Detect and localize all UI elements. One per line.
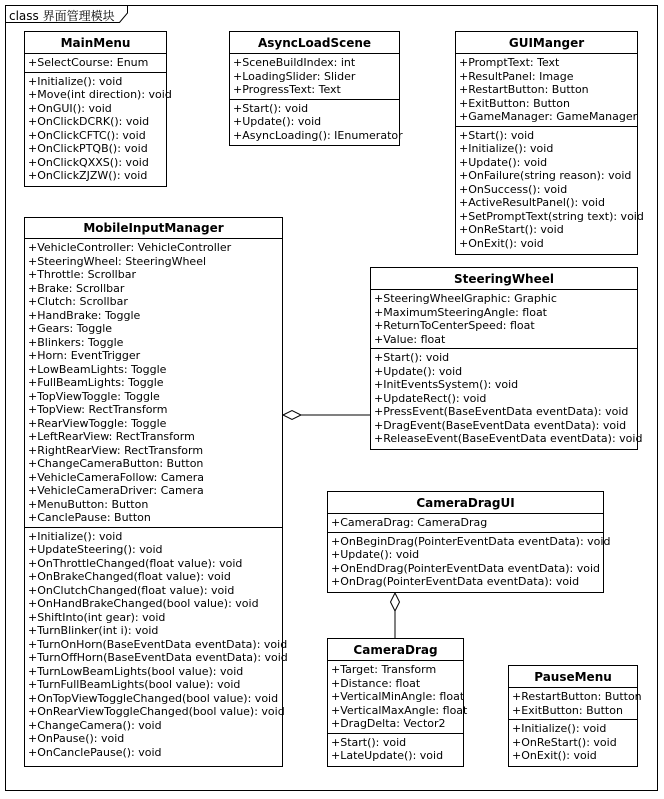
attribute-row: +GameManager: GameManager bbox=[459, 110, 638, 123]
attribute-row: +RearViewToggle: Toggle bbox=[28, 416, 167, 430]
method-row: +OnEndDrag(PointerEventData eventData): void bbox=[331, 561, 601, 575]
method-row: +InitEventsSystem(): void bbox=[374, 378, 519, 391]
attributes-section bbox=[509, 688, 642, 719]
method-row: +OnClickDCRK(): void bbox=[28, 115, 150, 128]
attributes-section bbox=[25, 54, 166, 72]
attribute-row: +TopView: RectTransform bbox=[28, 403, 168, 416]
attribute-row: +RestartButton: Button bbox=[459, 83, 589, 96]
attribute-row: +VehicleCameraFollow: Camera bbox=[28, 470, 204, 484]
method-row: +Update(): void bbox=[331, 548, 420, 561]
attribute-row: +SceneBuildIndex: int bbox=[233, 56, 356, 69]
attribute-row: +HandBrake: Toggle bbox=[28, 308, 141, 322]
class-steeringwheel[interactable] bbox=[370, 267, 643, 450]
method-row: +OnClickPTQB(): void bbox=[28, 142, 148, 155]
methods-section bbox=[328, 733, 463, 765]
method-row: +TurnOnHorn(BaseEventData eventData): void bbox=[28, 637, 288, 651]
attribute-row: +LowBeamLights: Toggle bbox=[28, 362, 167, 376]
attribute-row: +Gears: Toggle bbox=[28, 322, 113, 335]
method-row: +ReleaseEvent(BaseEventData eventData): void bbox=[374, 432, 643, 445]
method-row: +Move(int direction): void bbox=[28, 88, 172, 101]
attribute-row: +Clutch: Scrollbar bbox=[28, 295, 128, 308]
method-row: +OnClickZJZW(): void bbox=[28, 169, 148, 182]
class-name: CameraDrag bbox=[328, 639, 463, 661]
methods-section bbox=[230, 99, 403, 145]
attribute-row: +CanclePause: Button bbox=[28, 511, 151, 524]
method-row: +TurnFullBeamLights(bool value): void bbox=[28, 678, 241, 691]
method-row: +OnBrakeChanged(float value): void bbox=[28, 570, 231, 583]
method-row: +OnDrag(PointerEventData eventData): void bbox=[331, 575, 580, 588]
method-row: +Update(): void bbox=[374, 364, 463, 378]
attribute-row: +LoadingSlider: Slider bbox=[233, 69, 356, 83]
attribute-row: +ReturnToCenterSpeed: float bbox=[374, 319, 535, 332]
attribute-row: +TopViewToggle: Toggle bbox=[28, 389, 160, 403]
method-row: +Initialize(): void bbox=[512, 722, 607, 735]
method-row: +TurnBlinker(int i): void bbox=[28, 624, 159, 637]
attribute-row: +CameraDrag: CameraDrag bbox=[331, 516, 488, 529]
class-name: PauseMenu bbox=[509, 666, 637, 688]
attribute-row: +MaximumSteeringAngle: float bbox=[374, 305, 547, 319]
method-row: +OnCanclePause(): void bbox=[28, 745, 162, 759]
method-row: +OnGUI(): void bbox=[28, 101, 112, 115]
method-row: +Initialize(): void bbox=[28, 529, 123, 543]
method-row: +OnFailure(string reason): void bbox=[459, 169, 632, 182]
method-row: +OnThrottleChanged(float value): void bbox=[28, 556, 243, 570]
methods-section bbox=[456, 126, 644, 253]
attribute-row: +VehicleCameraDriver: Camera bbox=[28, 484, 204, 497]
class-cameradragui[interactable] bbox=[327, 491, 611, 593]
method-row: +PressEvent(BaseEventData eventData): void bbox=[374, 405, 629, 418]
method-row: +UpdateSteering(): void bbox=[28, 543, 163, 556]
attribute-row: +ChangeCameraButton: Button bbox=[28, 457, 204, 470]
method-row: +Update(): void bbox=[233, 115, 322, 128]
class-cameradrag[interactable] bbox=[327, 638, 468, 767]
method-row: +OnClickCFTC(): void bbox=[28, 128, 146, 142]
class-name: GUIManger bbox=[456, 32, 637, 54]
method-row: +Start(): void bbox=[233, 101, 309, 115]
attribute-row: +VerticalMaxAngle: float bbox=[331, 703, 468, 717]
method-row: +SetPromptText(string text): void bbox=[459, 209, 644, 223]
attribute-row: +Brake: Scrollbar bbox=[28, 281, 125, 295]
method-row: +OnClutchChanged(float value): void bbox=[28, 583, 235, 597]
attribute-row: +ExitButton: Button bbox=[512, 703, 623, 717]
method-row: +OnBeginDrag(PointerEventData eventData): void bbox=[331, 534, 611, 548]
attribute-row: +SteeringWheelGraphic: Graphic bbox=[374, 292, 557, 305]
class-mobileinputmanager[interactable] bbox=[24, 217, 288, 767]
attribute-row: +RestartButton: Button bbox=[512, 690, 642, 703]
methods-section bbox=[25, 72, 172, 185]
method-row: +Start(): void bbox=[459, 128, 535, 142]
attribute-row: +RightRearView: RectTransform bbox=[28, 443, 204, 457]
class-name: CameraDragUI bbox=[328, 492, 603, 514]
method-row: +TurnOffHorn(BaseEventData eventData): void bbox=[28, 651, 288, 664]
attribute-row: +FullBeamLights: Toggle bbox=[28, 376, 164, 389]
attribute-row: +ExitButton: Button bbox=[459, 96, 570, 110]
attributes-section bbox=[25, 239, 282, 527]
attribute-row: +Value: float bbox=[374, 332, 446, 346]
attributes-section bbox=[230, 54, 399, 99]
attributes-section bbox=[371, 290, 637, 348]
attribute-row: +Distance: float bbox=[331, 676, 421, 690]
method-row: +Initialize(): void bbox=[459, 142, 554, 155]
class-name: MainMenu bbox=[25, 32, 166, 54]
method-row: +AsyncLoading(): IEnumerator bbox=[233, 128, 403, 142]
class-name: SteeringWheel bbox=[371, 268, 637, 290]
method-row: +ShiftInto(int gear): void bbox=[28, 610, 166, 624]
attribute-row: +PromptText: Text bbox=[459, 56, 560, 69]
method-row: +OnHandBrakeChanged(bool value): void bbox=[28, 597, 259, 610]
method-row: +OnSuccess(): void bbox=[459, 182, 568, 196]
method-row: +OnExit(): void bbox=[512, 749, 597, 762]
methods-section bbox=[371, 348, 643, 448]
method-row: +Start(): void bbox=[331, 735, 407, 749]
method-row: +OnTopViewToggleChanged(bool value): void bbox=[28, 691, 279, 705]
attribute-row: +SteeringWheel: SteeringWheel bbox=[28, 254, 207, 268]
attributes-section bbox=[456, 54, 637, 126]
attribute-row: +Horn: EventTrigger bbox=[28, 349, 141, 362]
method-row: +DragEvent(BaseEventData eventData): void bbox=[374, 418, 627, 432]
method-row: +OnPause(): void bbox=[28, 732, 125, 745]
method-row: +ActiveResultPanel(): void bbox=[459, 196, 605, 209]
method-row: +OnClickQXXS(): void bbox=[28, 155, 149, 169]
attribute-row: +ResultPanel: Image bbox=[459, 69, 574, 83]
method-row: +Initialize(): void bbox=[28, 74, 123, 88]
attribute-row: +ProgressText: Text bbox=[233, 83, 341, 96]
class-name: MobileInputManager bbox=[25, 218, 282, 239]
attribute-row: +Target: Transform bbox=[331, 663, 437, 676]
methods-section bbox=[328, 532, 611, 591]
class-name: AsyncLoadScene bbox=[230, 32, 399, 54]
class-guimanger[interactable] bbox=[455, 31, 644, 255]
method-row: +Update(): void bbox=[459, 155, 548, 169]
class-mainmenu[interactable] bbox=[24, 31, 172, 187]
attributes-section bbox=[328, 661, 468, 733]
class-asyncloadscene[interactable] bbox=[229, 31, 403, 146]
attribute-row: +MenuButton: Button bbox=[28, 497, 149, 511]
aggregation-cameradrag-cameradragui bbox=[391, 593, 400, 638]
method-row: +ChangeCamera(): void bbox=[28, 718, 162, 732]
attribute-row: +SelectCourse: Enum bbox=[28, 56, 149, 69]
attributes-section bbox=[328, 514, 603, 532]
attribute-row: +Blinkers: Toggle bbox=[28, 335, 124, 349]
method-row: +TurnLowBeamLights(bool value): void bbox=[28, 664, 244, 678]
method-row: +LateUpdate(): void bbox=[331, 749, 444, 762]
attribute-row: +DragDelta: Vector2 bbox=[331, 717, 446, 730]
method-row: +Start(): void bbox=[374, 351, 450, 364]
attribute-row: +VerticalMinAngle: float bbox=[331, 690, 465, 703]
aggregation-mobileinputmanager-steeringwheel bbox=[283, 411, 371, 420]
method-row: +UpdateRect(): void bbox=[374, 391, 487, 405]
frame-title: class 界面管理模块 bbox=[9, 9, 115, 23]
method-row: +OnReStart(): void bbox=[512, 735, 617, 749]
method-row: +OnExit(): void bbox=[459, 236, 544, 250]
class-pausemenu[interactable] bbox=[508, 665, 642, 767]
attribute-row: +LeftRearView: RectTransform bbox=[28, 430, 195, 443]
attribute-row: +VehicleController: VehicleController bbox=[28, 241, 232, 254]
methods-section bbox=[25, 527, 288, 762]
method-row: +OnReStart(): void bbox=[459, 223, 564, 236]
method-row: +OnRearViewToggleChanged(bool value): void bbox=[28, 705, 285, 718]
methods-section bbox=[509, 719, 637, 765]
attribute-row: +Throttle: Scrollbar bbox=[28, 268, 136, 281]
